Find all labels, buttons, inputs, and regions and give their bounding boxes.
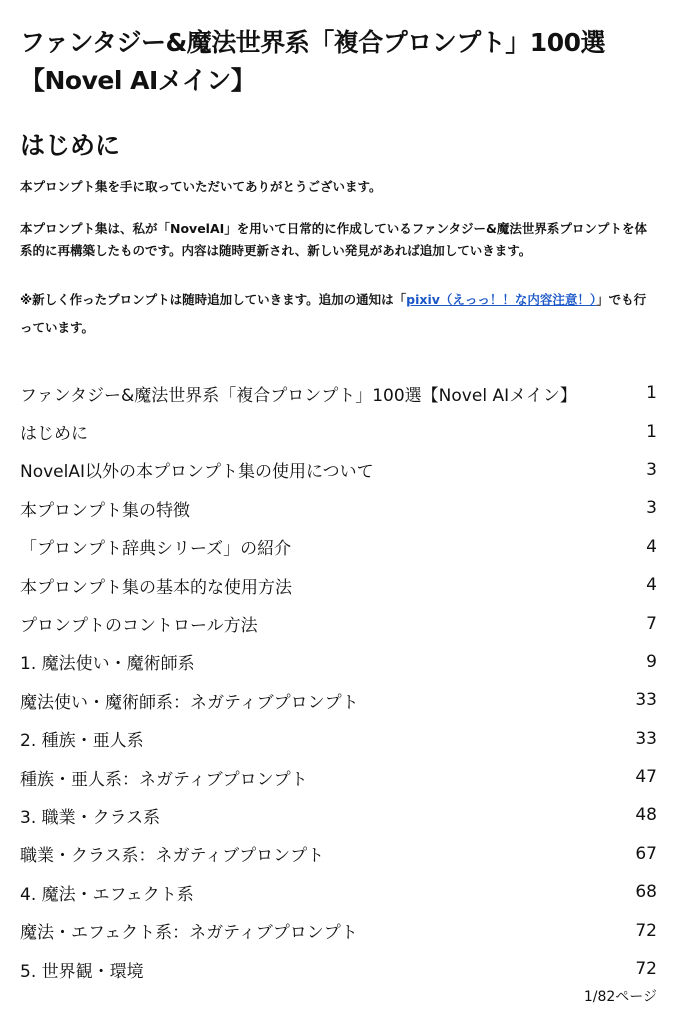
toc-entry[interactable]	[20, 796, 657, 834]
document-title: ファンタジー&魔法世界系「複合プロンプト」100選【Novel AIメイン】	[20, 28, 605, 95]
intro-note-suffix: 」でも行っています。	[20, 292, 647, 335]
toc-entry-page: 72	[635, 920, 657, 941]
toc-entry[interactable]	[20, 489, 657, 527]
toc-entry-page: 68	[635, 882, 657, 903]
toc-entry[interactable]	[20, 528, 657, 566]
toc-entry[interactable]	[20, 873, 657, 911]
toc-entry-label: ファンタジー&魔法世界系「複合プロンプト」100選【Novel AIメイン】	[20, 385, 577, 406]
table-of-contents	[20, 374, 657, 988]
toc-entry-label: 5. 世界観・環境	[20, 961, 144, 982]
toc-entry-label: 2. 種族・亜人系	[20, 731, 144, 752]
toc-entry-page: 47	[635, 767, 657, 788]
pixiv-link[interactable]: pixiv（えっっ！！な内容注意！）	[406, 292, 597, 307]
toc-entry-page: 33	[635, 728, 657, 749]
toc-entry[interactable]	[20, 566, 657, 604]
toc-entry-page: 3	[646, 459, 657, 480]
toc-entry-page: 9	[646, 651, 657, 672]
toc-entry-label: 3. 職業・クラス系	[20, 807, 161, 828]
toc-entry-label: 種族・亜人系：ネガティブプロンプト	[20, 769, 308, 790]
toc-entry-page: 7	[646, 613, 657, 634]
toc-entry-label: プロンプトのコントロール方法	[20, 616, 258, 637]
toc-entry[interactable]	[20, 950, 657, 988]
toc-entry[interactable]	[20, 451, 657, 489]
toc-entry-label: はじめに	[20, 424, 88, 445]
intro-thanks-text: 本プロンプト集を手に取っていただいてありがとうございます。	[20, 179, 382, 194]
toc-entry[interactable]	[20, 835, 657, 873]
toc-entry-label: 「プロンプト辞典シリーズ」の紹介	[20, 539, 292, 560]
toc-entry[interactable]	[20, 604, 657, 642]
toc-entry-page: 33	[635, 690, 657, 711]
toc-entry-page: 4	[646, 536, 657, 557]
toc-entry-label: 本プロンプト集の特徴	[20, 500, 190, 521]
toc-entry-label: 職業・クラス系：ネガティブプロンプト	[20, 846, 325, 867]
toc-entry-label: 魔法・エフェクト系：ネガティブプロンプト	[20, 923, 358, 944]
toc-entry-page: 67	[635, 843, 657, 864]
toc-entry[interactable]	[20, 911, 657, 949]
toc-entry[interactable]	[20, 720, 657, 758]
page-indicator: 1/82ページ	[583, 989, 657, 1005]
toc-entry[interactable]	[20, 412, 657, 450]
toc-entry-label: 本プロンプト集の基本的な使用方法	[20, 577, 292, 598]
toc-entry-page: 1	[646, 421, 657, 442]
intro-note-prefix: ※新しく作ったプロンプトは随時追加していきます。追加の通知は「	[20, 292, 407, 307]
intro-body-text: 本プロンプト集は、私が「NovelAI」を用いて日常的に作成しているファンタジー&魔法世界系プロンプトを体系的に再構築したものです。内容は随時更新され、新しい発見があれば追加していきます。	[20, 221, 647, 258]
intro-note	[20, 286, 650, 342]
section-heading-intro: はじめに	[20, 131, 121, 160]
toc-entry-label: 魔法使い・魔術師系：ネガティブプロンプト	[20, 692, 359, 713]
toc-entry-page: 3	[646, 498, 657, 519]
toc-entry-page: 72	[635, 959, 657, 980]
toc-entry-page: 48	[635, 805, 657, 826]
toc-entry-label: 1. 魔法使い・魔術師系	[20, 654, 195, 675]
toc-entry-label: 4. 魔法・エフェクト系	[20, 884, 194, 905]
toc-entry[interactable]	[20, 643, 657, 681]
toc-entry[interactable]	[20, 758, 657, 796]
toc-entry-page: 4	[646, 575, 657, 596]
toc-entry-page: 1	[646, 383, 657, 404]
toc-entry-label: NovelAI以外の本プロンプト集の使用について	[20, 462, 374, 483]
toc-entry[interactable]	[20, 374, 657, 412]
toc-entry[interactable]	[20, 681, 657, 719]
